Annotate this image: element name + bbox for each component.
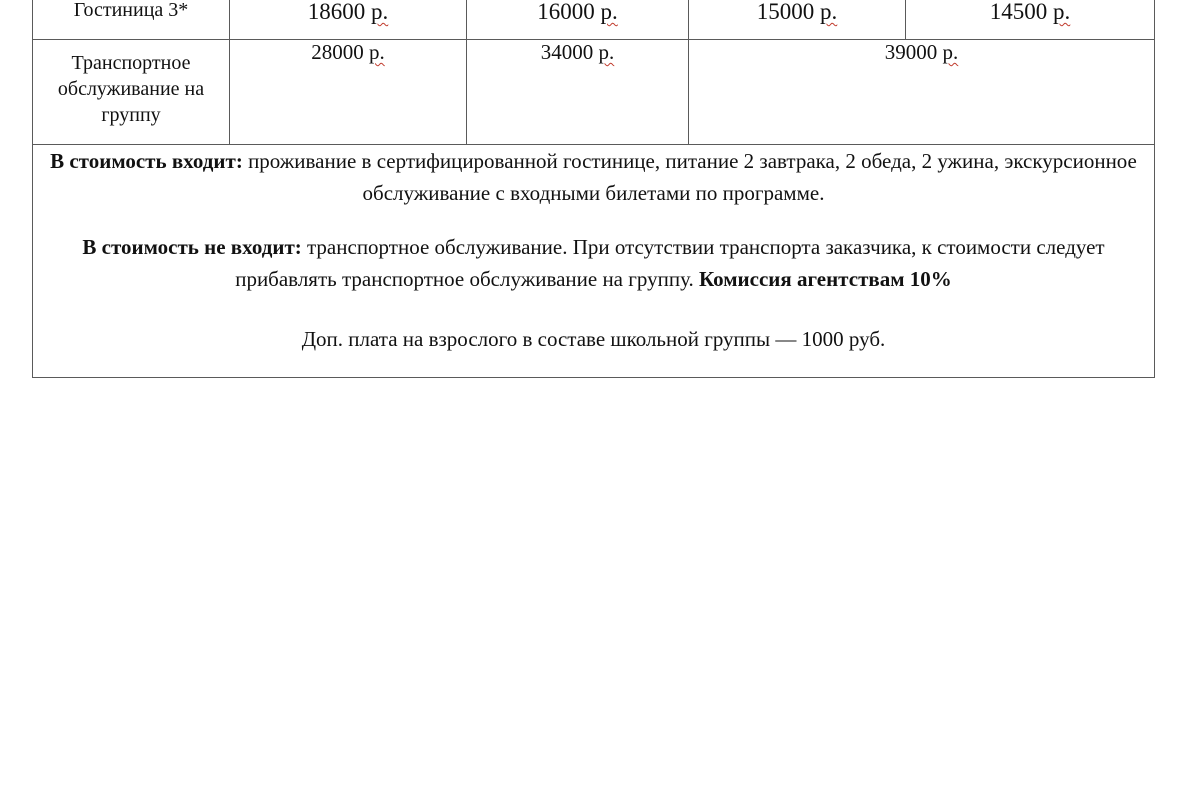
table-row-hotel — [33, 0, 1155, 40]
included-label: В стоимость входит: — [50, 149, 243, 173]
excluded-label: В стоимость не входит: — [82, 235, 302, 259]
currency-label: р. — [820, 0, 838, 24]
commission-text: Комиссия агентствам 10% — [698, 267, 952, 291]
price-value: 34000 — [540, 40, 594, 64]
hotel-price-cell — [689, 0, 906, 40]
currency-label: р. — [371, 0, 389, 24]
currency-label: р. — [600, 0, 618, 24]
hotel-label: Гостиница 3* — [73, 0, 189, 21]
currency-label: р. — [942, 40, 959, 64]
hotel-price-cell — [230, 0, 467, 40]
excluded-text: транспортное обслуживание. При отсутствии транспорта заказчика, к стоимости следует прибавлять транспортное обслуживание на группу. — [235, 235, 1105, 291]
table-row-notes — [33, 145, 1155, 378]
price-value: 39000 — [884, 40, 938, 64]
table-row-transport — [33, 40, 1155, 145]
document-page — [32, 0, 1154, 378]
currency-label: р. — [1053, 0, 1071, 24]
price-value: 14500 — [989, 0, 1048, 24]
price-value: 16000 — [537, 0, 595, 24]
excluded-paragraph — [33, 231, 1154, 295]
hotel-price-cell — [906, 0, 1155, 40]
currency-label: р. — [369, 40, 385, 64]
price-value: 15000 — [756, 0, 815, 24]
hotel-price-cell — [467, 0, 689, 40]
price-value: 28000 — [311, 40, 364, 64]
currency-label: р. — [598, 40, 615, 64]
price-table — [32, 0, 1155, 378]
included-text: проживание в сертифицированной гостинице, питание 2 завтрака, 2 обеда, 2 ужина, экскурсионное обслуживание с входными билетами по программе. — [242, 149, 1137, 205]
transport-price-cell — [467, 40, 689, 145]
hotel-label-cell — [33, 0, 230, 40]
price-value: 18600 — [307, 0, 366, 24]
transport-label: Транспортное обслуживание на группу — [57, 52, 205, 126]
transport-label-cell — [33, 40, 230, 145]
transport-price-cell — [689, 40, 1155, 145]
extra-fee-text: Доп. плата на взрослого в составе школьной группы — 1000 руб. — [301, 327, 886, 351]
notes-cell — [33, 145, 1155, 378]
transport-price-cell — [230, 40, 467, 145]
included-paragraph — [33, 145, 1154, 209]
